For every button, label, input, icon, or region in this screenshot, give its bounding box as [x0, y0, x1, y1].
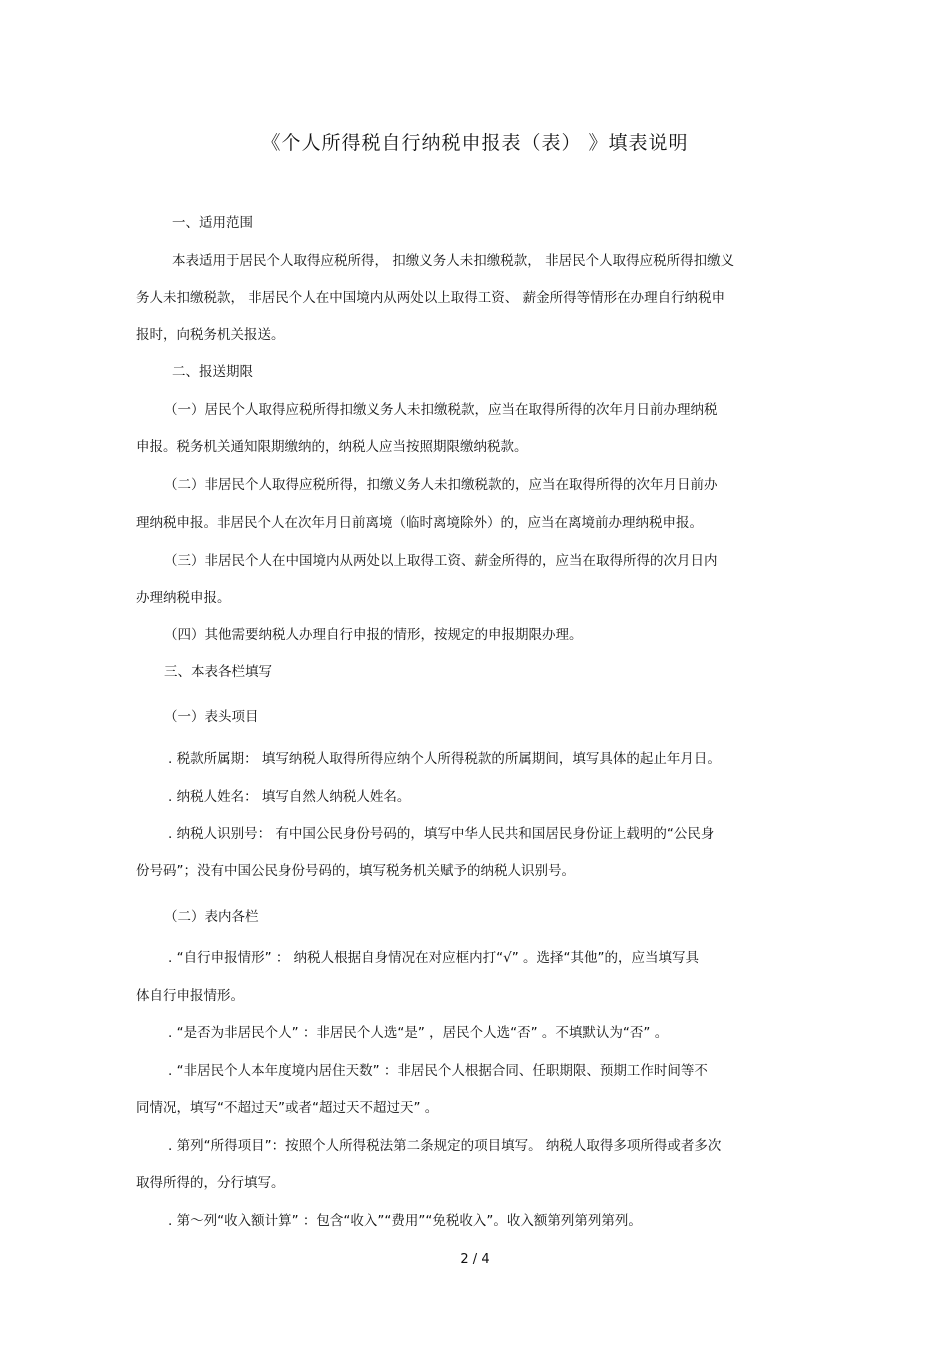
subsection-heading: （一）表头项目: [164, 709, 259, 725]
paragraph-line: . “自行申报情形” ： 纳税人根据自身情况在对应框内打“√” 。选择“其他”的，应当填写具: [168, 950, 700, 966]
paragraph-line: 办理纳税申报。: [136, 590, 231, 606]
document-title: 《个人所得税自行纳税申报表（表） 》填表说明: [261, 132, 689, 154]
paragraph-line: 份号码”；没有中国公民身份号码的，填写税务机关赋予的纳税人识别号。: [136, 863, 575, 879]
paragraph-line: 体自行申报情形。: [136, 988, 244, 1004]
paragraph-line: 同情况，填写“不超过天”或者“超过天不超过天” 。: [136, 1100, 439, 1116]
paragraph-line: 理纳税申报。非居民个人在次年月日前离境（临时离境除外）的，应当在离境前办理纳税申报。: [136, 515, 703, 531]
subsection-heading: （二）表内各栏: [164, 909, 259, 925]
paragraph-line: . 税款所属期： 填写纳税人取得所得应纳个人所得税款的所属期间，填写具体的起止年月日。: [168, 751, 721, 767]
paragraph-line: （三）非居民个人在中国境内从两处以上取得工资、薪金所得的，应当在取得所得的次月日内: [164, 553, 718, 569]
paragraph-line: 申报。税务机关通知限期缴纳的，纳税人应当按照期限缴纳税款。: [136, 439, 528, 455]
paragraph-line: 务人未扣缴税款， 非居民个人在中国境内从两处以上取得工资、 薪金所得等情形在办理自行纳税申: [136, 290, 726, 306]
paragraph-line: 取得所得的，分行填写。: [136, 1175, 285, 1191]
section-heading: 三、本表各栏填写: [164, 664, 272, 680]
section-heading: 二、报送期限: [172, 364, 253, 380]
section-heading: 一、适用范围: [172, 215, 253, 231]
paragraph-line: 本表适用于居民个人取得应税所得， 扣缴义务人未扣缴税款， 非居民个人取得应税所得扣缴义: [172, 253, 735, 269]
paragraph-line: （四）其他需要纳税人办理自行申报的情形，按规定的申报期限办理。: [164, 627, 583, 643]
paragraph-line: . 纳税人姓名： 填写自然人纳税人姓名。: [168, 789, 411, 805]
page-number: 2 / 4: [460, 1252, 490, 1267]
paragraph-line: . 第～列“收入额计算” ：包含“收入”“费用”“免税收入”。收入额第列第列第列。: [168, 1213, 642, 1229]
paragraph-line: . 第列“所得项目”：按照个人所得税法第二条规定的项目填写。 纳税人取得多项所得或者多次: [168, 1138, 722, 1154]
paragraph-line: （二）非居民个人取得应税所得，扣缴义务人未扣缴税款的，应当在取得所得的次年月日前办: [164, 477, 718, 493]
paragraph-line: . 纳税人识别号： 有中国公民身份号码的，填写中华人民共和国居民身份证上载明的“公民身: [168, 826, 715, 842]
paragraph-line: . “是否为非居民个人” ：非居民个人选“是” ，居民个人选“否” 。不填默认为“否” 。: [168, 1025, 669, 1041]
paragraph-line: 报时，向税务机关报送。: [136, 327, 285, 343]
paragraph-line: （一）居民个人取得应税所得扣缴义务人未扣缴税款，应当在取得所得的次年月日前办理纳税: [164, 402, 718, 418]
paragraph-line: . “非居民个人本年度境内居住天数” ：非居民个人根据合同、任职期限、预期工作时间等不: [168, 1063, 708, 1079]
